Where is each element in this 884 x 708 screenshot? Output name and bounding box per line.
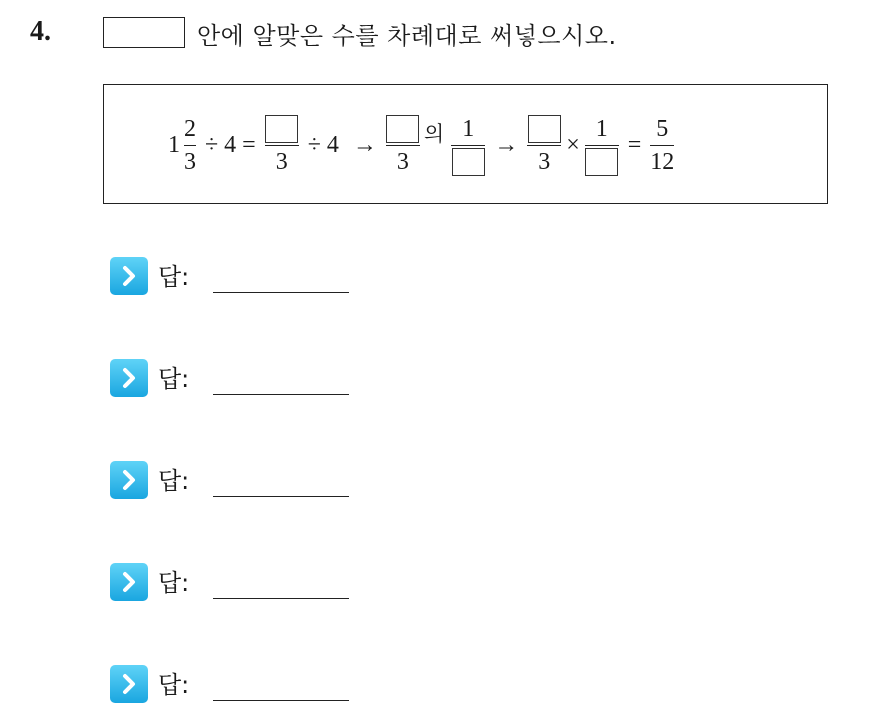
chevron-right-icon bbox=[110, 257, 148, 295]
chevron-right-icon bbox=[110, 359, 148, 397]
chevron-right-icon bbox=[110, 461, 148, 499]
divide-sign-2: ÷ bbox=[307, 131, 321, 158]
answer-label: 답: bbox=[158, 262, 190, 291]
answer-label: 답: bbox=[158, 568, 190, 597]
divisor-four: 4 bbox=[224, 131, 237, 158]
answer-line[interactable] bbox=[213, 598, 349, 599]
fraction-two-thirds: $\frac{2}{3}$ bbox=[184, 115, 196, 175]
question-number: 4. bbox=[30, 16, 51, 47]
answer-blank-3[interactable] bbox=[452, 148, 485, 176]
fraction-one-over-blank-b: 1 bbox=[585, 115, 619, 176]
fraction-blank-over-3-c: 3 bbox=[527, 115, 561, 176]
answer-row-5 bbox=[110, 664, 189, 704]
divisor-four-2: 4 bbox=[326, 131, 339, 158]
equation bbox=[168, 110, 677, 180]
answer-blank-4[interactable] bbox=[528, 115, 561, 143]
answer-line[interactable] bbox=[213, 394, 349, 395]
answer-row-2 bbox=[110, 358, 189, 398]
answer-line[interactable] bbox=[213, 496, 349, 497]
blank-box-example bbox=[103, 17, 185, 48]
times-sign: × bbox=[566, 131, 580, 158]
answer-line[interactable] bbox=[213, 700, 349, 701]
answer-label: 답: bbox=[158, 670, 190, 699]
fraction-blank-over-3-a: 3 bbox=[265, 115, 299, 176]
fraction-one-over-blank-a: 1 bbox=[451, 115, 485, 176]
arrow-1: → bbox=[352, 131, 377, 158]
fraction-five-twelfths: $\frac{5}{12}$ bbox=[650, 115, 675, 175]
answer-line[interactable] bbox=[213, 292, 349, 293]
equals-sign-2: = bbox=[627, 131, 642, 158]
fraction-blank-over-3-b: 3 bbox=[386, 115, 420, 176]
chevron-right-icon bbox=[110, 665, 148, 703]
chevron-right-icon bbox=[110, 563, 148, 601]
answer-row-1 bbox=[110, 256, 189, 296]
whole-number: 1 bbox=[168, 131, 180, 158]
arrow-2: → bbox=[494, 131, 519, 158]
divide-sign: ÷ bbox=[205, 131, 219, 158]
answer-row-4 bbox=[110, 562, 189, 602]
answer-label: 답: bbox=[158, 466, 190, 495]
answer-blank-1[interactable] bbox=[265, 115, 298, 143]
equals-sign: = bbox=[242, 131, 256, 158]
question-text: 안에 알맞은 수를 차례대로 써넣으시오. bbox=[197, 22, 617, 50]
answer-label: 답: bbox=[158, 364, 190, 393]
answer-blank-2[interactable] bbox=[386, 115, 419, 143]
answer-blank-5[interactable] bbox=[585, 148, 618, 176]
answer-row-3 bbox=[110, 460, 189, 500]
korean-of: 의 bbox=[423, 122, 445, 146]
